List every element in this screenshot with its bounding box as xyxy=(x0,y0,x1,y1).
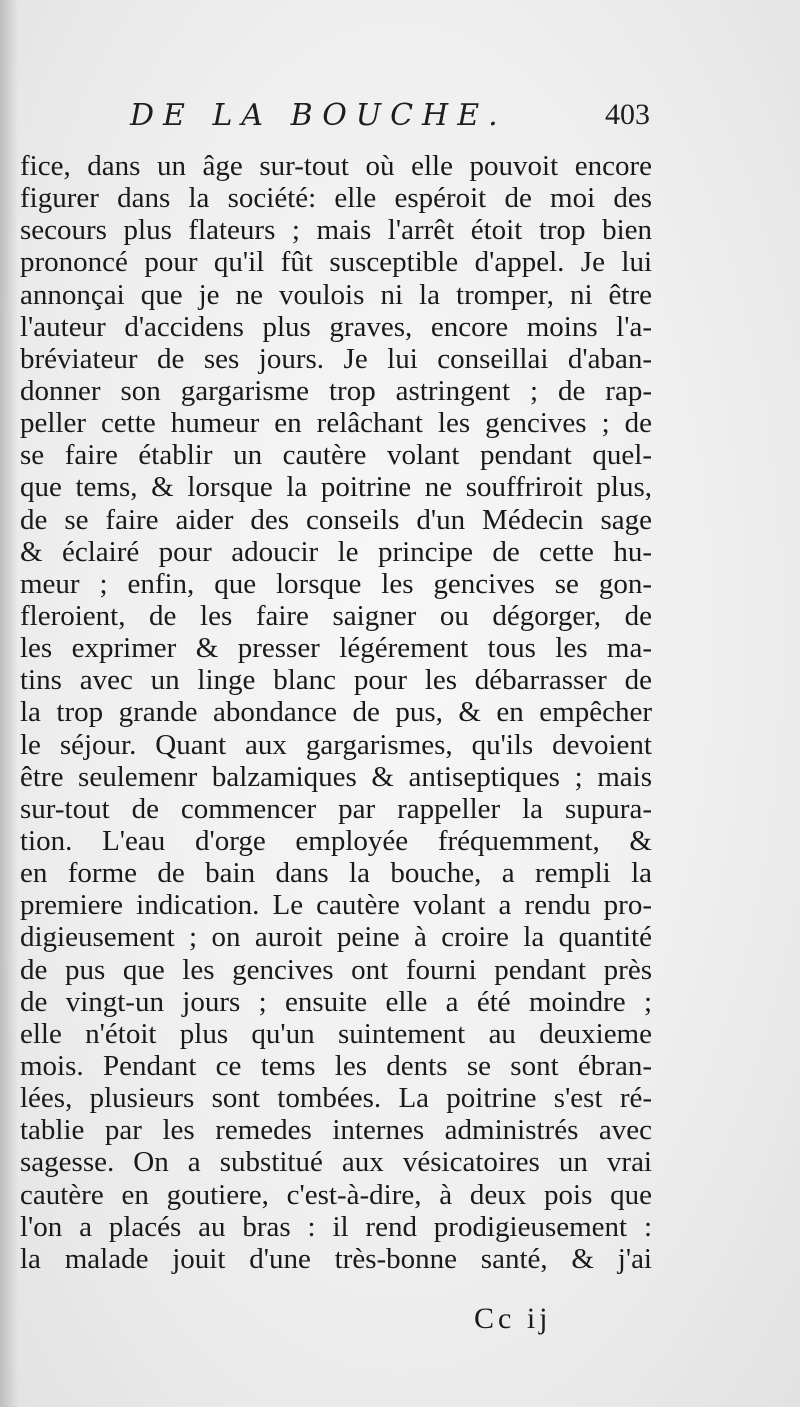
text-line: en forme de bain dans la bouche, a rempli la xyxy=(20,857,652,890)
text-line: bréviateur de ses jours. Je lui conseillai d'aban- xyxy=(20,342,652,375)
text-line: que tems, & lorsque la poitrine ne souffriroit plus, xyxy=(20,471,652,504)
text-line: figurer dans la société: elle espéroit de moi des xyxy=(20,182,652,215)
text-line: peller cette humeur en relâchant les gencives ; de xyxy=(20,407,652,440)
text-line: le séjour. Quant aux gargarismes, qu'ils devoient xyxy=(20,728,652,761)
text-line: être seulemenr balzamiques & antiseptiques ; mais xyxy=(20,760,652,793)
text-line: tins avec un linge blanc pour les débarrasser de xyxy=(20,664,652,697)
text-line: sur-tout de commencer par rappeller la supura- xyxy=(20,792,652,825)
text-line: meur ; enfin, que lorsque les gencives se gon- xyxy=(20,567,652,600)
text-line: tablie par les remedes internes administrés avec xyxy=(20,1114,652,1147)
running-head: DE LA BOUCHE. xyxy=(130,98,507,133)
text-line: lées, plusieurs sont tombées. La poitrine s'est ré- xyxy=(20,1082,652,1115)
text-line: premiere indication. Le cautère volant a rendu pro- xyxy=(20,889,652,922)
text-line: secours plus flateurs ; mais l'arrêt étoit trop bien xyxy=(20,214,652,247)
text-line: mois. Pendant ce tems les dents se sont ébran- xyxy=(20,1049,652,1082)
text-line: les exprimer & presser légérement tous les ma- xyxy=(20,632,652,665)
text-line: de pus que les gencives ont fourni pendant près xyxy=(20,953,652,986)
text-line: l'auteur d'accidens plus graves, encore moins l'a- xyxy=(20,310,652,343)
text-line: se faire établir un cautère volant pendant quel- xyxy=(20,439,652,472)
text-line: l'on a placés au bras : il rend prodigieusement : xyxy=(20,1210,652,1243)
text-line: cautère en goutiere, c'est-à-dire, à deux pois que xyxy=(20,1178,652,1211)
text-line: de vingt-un jours ; ensuite elle a été moindre ; xyxy=(20,985,652,1018)
page-number: 403 xyxy=(605,98,650,131)
text-line: annonçai que je ne voulois ni la tromper, ni être xyxy=(20,278,652,311)
text-line: de se faire aider des conseils d'un Médecin sage xyxy=(20,503,652,536)
text-line: fice, dans un âge sur-tout où elle pouvoit encore xyxy=(20,150,652,182)
text-line: donner son gargarisme trop astringent ; de rap- xyxy=(20,374,652,407)
body-text xyxy=(20,150,652,1275)
text-line: prononcé pour qu'il fût susceptible d'appel. Je lui xyxy=(20,246,652,279)
text-line: la trop grande abondance de pus, & en empêcher xyxy=(20,696,652,729)
text-line: la malade jouit d'une très-bonne santé, & j'ai xyxy=(20,1242,652,1275)
text-line: elle n'étoit plus qu'un suintement au deuxieme xyxy=(20,1017,652,1050)
page-header xyxy=(130,98,650,148)
text-line: sagesse. On a substitué aux vésicatoires un vrai xyxy=(20,1146,652,1179)
text-line: fleroient, de les faire saigner ou dégorger, de xyxy=(20,599,652,632)
signature-mark: Cc ij xyxy=(474,1302,552,1335)
text-line: digieusement ; on auroit peine à croire la quantité xyxy=(20,921,652,954)
text-line: tion. L'eau d'orge employée fréquemment, & xyxy=(20,824,652,857)
text-line: & éclairé pour adoucir le principe de cette hu- xyxy=(20,535,652,568)
